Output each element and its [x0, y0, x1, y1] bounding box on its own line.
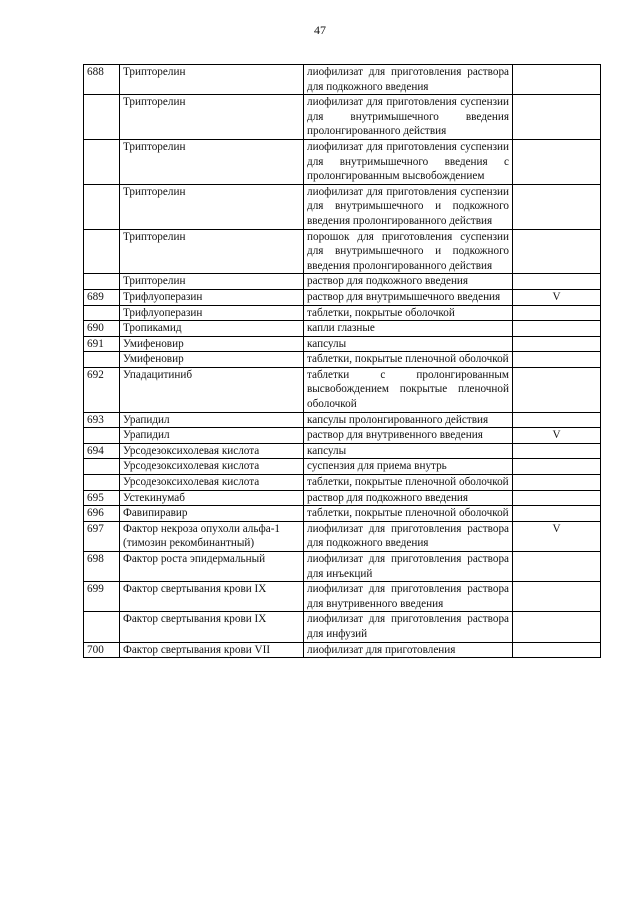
table-row	[84, 490, 601, 506]
row-number: 695	[84, 490, 120, 506]
row-number: 699	[84, 582, 120, 612]
vital-mark	[513, 612, 601, 642]
drug-name: Умифеновир	[120, 352, 304, 368]
row-number: 691	[84, 336, 120, 352]
row-number: 693	[84, 412, 120, 428]
vital-mark	[513, 475, 601, 491]
row-number	[84, 274, 120, 290]
dosage-form: капсулы	[304, 336, 513, 352]
drug-name: Фактор некроза опухоли альфа-1 (тимозин рекомбинантный)	[120, 521, 304, 551]
drug-name: Трифлуоперазин	[120, 305, 304, 321]
row-number	[84, 459, 120, 475]
drug-name: Фактор роста эпидермальный	[120, 552, 304, 582]
drug-name: Фактор свертывания крови IX	[120, 612, 304, 642]
drug-name: Трипторелин	[120, 65, 304, 95]
row-number	[84, 95, 120, 140]
table-row	[84, 552, 601, 582]
dosage-form: лиофилизат для приготовления раствора для подкожного введения	[304, 521, 513, 551]
dosage-form: лиофилизат для приготовления суспензии для внутримышечного и подкожного введения пролонгированного действия	[304, 184, 513, 229]
row-number	[84, 352, 120, 368]
drug-name: Фактор свертывания крови IX	[120, 582, 304, 612]
table-row	[84, 367, 601, 412]
row-number: 696	[84, 506, 120, 522]
dosage-form: лиофилизат для приготовления раствора для инфузий	[304, 612, 513, 642]
drug-name: Трипторелин	[120, 274, 304, 290]
vital-mark: V	[513, 289, 601, 305]
dosage-form: капсулы	[304, 443, 513, 459]
row-number: 700	[84, 642, 120, 658]
drug-name: Умифеновир	[120, 336, 304, 352]
dosage-form: лиофилизат для приготовления суспензии для внутримышечного введения пролонгированного действия	[304, 95, 513, 140]
drug-name: Трипторелин	[120, 95, 304, 140]
drug-table	[83, 64, 601, 658]
drug-name: Трипторелин	[120, 229, 304, 274]
row-number	[84, 229, 120, 274]
drug-name: Урапидил	[120, 412, 304, 428]
table-row	[84, 443, 601, 459]
dosage-form: раствор для внутримышечного введения	[304, 289, 513, 305]
table-row	[84, 642, 601, 658]
row-number	[84, 428, 120, 444]
table-row	[84, 289, 601, 305]
vital-mark	[513, 506, 601, 522]
row-number: 688	[84, 65, 120, 95]
row-number	[84, 612, 120, 642]
table-row	[84, 521, 601, 551]
row-number: 697	[84, 521, 120, 551]
table-row	[84, 459, 601, 475]
drug-name: Трипторелин	[120, 139, 304, 184]
row-number: 694	[84, 443, 120, 459]
page-number: 47	[314, 23, 326, 37]
vital-mark	[513, 352, 601, 368]
dosage-form: суспензия для приема внутрь	[304, 459, 513, 475]
vital-mark	[513, 412, 601, 428]
dosage-form: таблетки, покрытые пленочной оболочкой	[304, 475, 513, 491]
vital-mark	[513, 642, 601, 658]
dosage-form: порошок для приготовления суспензии для внутримышечного и подкожного введения пролонгированного действия	[304, 229, 513, 274]
drug-name: Тропикамид	[120, 321, 304, 337]
vital-mark	[513, 184, 601, 229]
row-number: 689	[84, 289, 120, 305]
drug-name: Урсодезоксихолевая кислота	[120, 459, 304, 475]
table-row	[84, 582, 601, 612]
row-number: 690	[84, 321, 120, 337]
drug-name: Урсодезоксихолевая кислота	[120, 443, 304, 459]
vital-mark	[513, 321, 601, 337]
row-number	[84, 475, 120, 491]
table-row	[84, 65, 601, 95]
dosage-form: таблетки, покрытые пленочной оболочкой	[304, 506, 513, 522]
dosage-form: лиофилизат для приготовления суспензии для внутримышечного введения с пролонгированным высвобождением	[304, 139, 513, 184]
dosage-form: таблетки, покрытые пленочной оболочкой	[304, 352, 513, 368]
table-row	[84, 274, 601, 290]
dosage-form: лиофилизат для приготовления	[304, 642, 513, 658]
table-row	[84, 506, 601, 522]
table-row	[84, 321, 601, 337]
vital-mark	[513, 139, 601, 184]
vital-mark	[513, 274, 601, 290]
table-body	[84, 65, 601, 658]
table-row	[84, 336, 601, 352]
vital-mark	[513, 336, 601, 352]
table-row	[84, 475, 601, 491]
drug-name: Урапидил	[120, 428, 304, 444]
row-number	[84, 184, 120, 229]
table-row	[84, 184, 601, 229]
vital-mark	[513, 582, 601, 612]
vital-mark	[513, 490, 601, 506]
vital-mark	[513, 229, 601, 274]
vital-mark	[513, 552, 601, 582]
drug-name: Фавипиравир	[120, 506, 304, 522]
drug-name: Устекинумаб	[120, 490, 304, 506]
table-row	[84, 612, 601, 642]
vital-mark	[513, 65, 601, 95]
table-row	[84, 412, 601, 428]
vital-mark	[513, 95, 601, 140]
dosage-form: капли глазные	[304, 321, 513, 337]
drug-name: Фактор свертывания крови VII	[120, 642, 304, 658]
dosage-form: лиофилизат для приготовления раствора для внутривенного введения	[304, 582, 513, 612]
dosage-form: раствор для внутривенного введения	[304, 428, 513, 444]
table-row	[84, 352, 601, 368]
dosage-form: лиофилизат для приготовления раствора для инъекций	[304, 552, 513, 582]
vital-mark: V	[513, 428, 601, 444]
drug-name: Трифлуоперазин	[120, 289, 304, 305]
dosage-form: таблетки, покрытые оболочкой	[304, 305, 513, 321]
table-row	[84, 95, 601, 140]
table-row	[84, 305, 601, 321]
vital-mark	[513, 459, 601, 475]
vital-mark	[513, 305, 601, 321]
row-number	[84, 305, 120, 321]
dosage-form: капсулы пролонгированного действия	[304, 412, 513, 428]
dosage-form: раствор для подкожного введения	[304, 274, 513, 290]
drug-name: Упадацитиниб	[120, 367, 304, 412]
row-number: 698	[84, 552, 120, 582]
vital-mark: V	[513, 521, 601, 551]
vital-mark	[513, 443, 601, 459]
row-number	[84, 139, 120, 184]
table-row	[84, 229, 601, 274]
drug-name: Трипторелин	[120, 184, 304, 229]
dosage-form: раствор для подкожного введения	[304, 490, 513, 506]
drug-name: Урсодезоксихолевая кислота	[120, 475, 304, 491]
dosage-form: таблетки с пролонгированным высвобождением покрытые пленочной оболочкой	[304, 367, 513, 412]
table-row	[84, 428, 601, 444]
vital-mark	[513, 367, 601, 412]
dosage-form: лиофилизат для приготовления раствора для подкожного введения	[304, 65, 513, 95]
row-number: 692	[84, 367, 120, 412]
table-row	[84, 139, 601, 184]
